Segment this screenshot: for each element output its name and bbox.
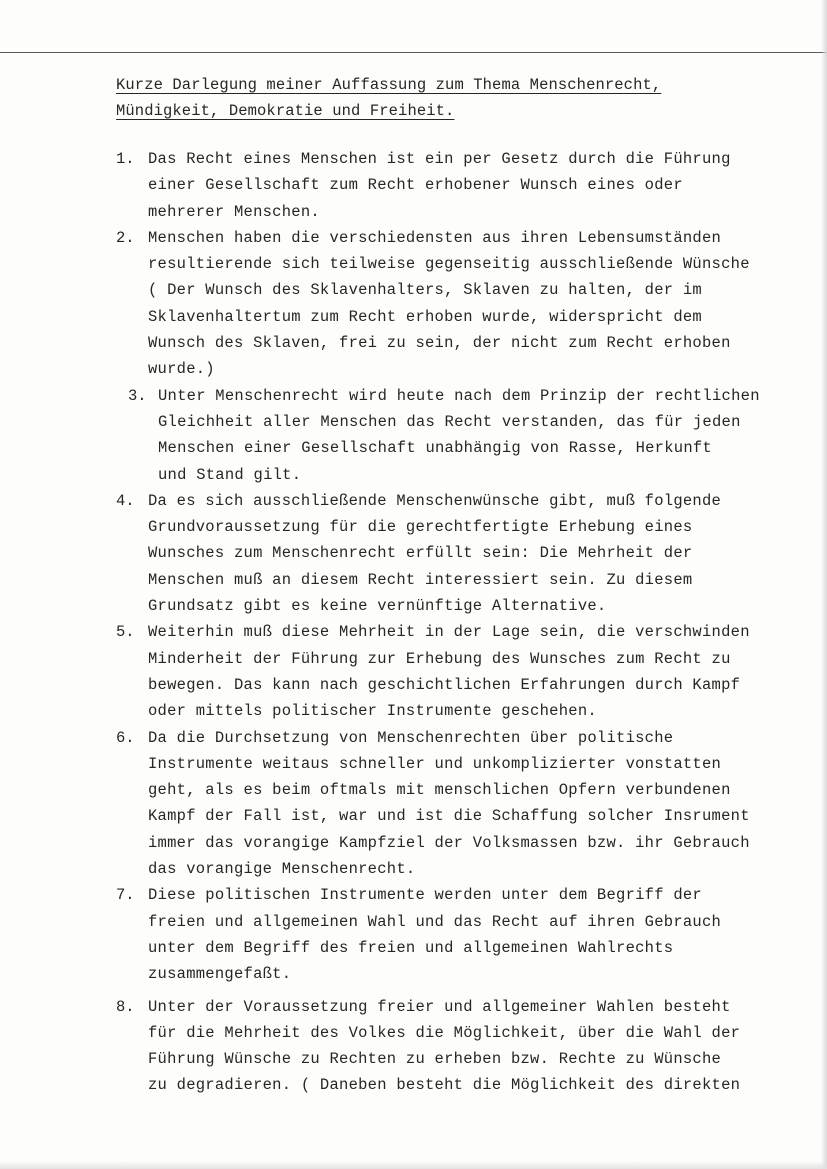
item-line: Kampf der Fall ist, war und ist die Schaffung solcher Insrument <box>148 807 750 826</box>
item-line: Unter Menschenrecht wird heute nach dem Prinzip der rechtlichen <box>158 386 760 405</box>
item-line: oder mittels politischer Instrumente geschehen. <box>148 702 597 721</box>
item-line: bewegen. Das kann nach geschichtlichen Erfahrungen durch Kampf <box>148 675 741 694</box>
item-number: 2. <box>116 228 135 247</box>
scan-edge-shadow <box>821 0 827 1169</box>
numbered-list <box>116 146 806 1099</box>
list-item <box>116 146 806 225</box>
item-line: Menschen muß an diesem Recht interessiert sein. Zu diesem <box>148 570 693 589</box>
item-line: für die Mehrheit des Volkes die Möglichkeit, über die Wahl der <box>148 1023 741 1042</box>
item-line: wurde.) <box>148 360 215 379</box>
item-line: das vorangige Menschenrecht. <box>148 860 416 879</box>
title-line: Mündigkeit, Demokratie und Freiheit. <box>116 102 455 120</box>
item-line: einer Gesellschaft zum Recht erhobener Wunsch eines oder <box>148 176 683 195</box>
item-line: Das Recht eines Menschen ist ein per Gesetz durch die Führung <box>148 150 731 168</box>
list-item <box>116 882 806 987</box>
item-number: 3. <box>128 386 147 405</box>
item-line: resultierende sich teilweise gegenseitig ausschließende Wünsche <box>148 255 750 274</box>
scan-edge-line <box>0 52 827 53</box>
item-line: Instrumente weitaus schneller und unkomplizierter vonstatten <box>148 754 722 773</box>
item-line: Grundvoraussetzung für die gerechtfertigte Erhebung eines <box>148 518 693 537</box>
item-line: Wunsches zum Menschenrecht erfüllt sein: Die Mehrheit der <box>148 544 693 563</box>
item-number: 5. <box>116 623 135 642</box>
item-line: Unter der Voraussetzung freier und allgemeiner Wahlen besteht <box>148 997 731 1016</box>
item-line: Weiterhin muß diese Mehrheit in der Lage sein, die verschwinden <box>148 623 750 642</box>
item-line: Da die Durchsetzung von Menschenrechten über politische <box>148 728 674 747</box>
item-line: unter dem Begriff des freien und allgemeinen Wahlrechts <box>148 938 674 957</box>
item-line: Sklavenhaltertum zum Recht erhoben wurde, widerspricht dem <box>148 307 702 326</box>
item-line: Führung Wünsche zu Rechten zu erheben bzw. Rechte zu Wünsche <box>148 1050 722 1069</box>
document-title <box>116 72 756 124</box>
item-number: 4. <box>116 491 135 510</box>
item-number: 7. <box>116 886 135 905</box>
item-line: zusammengefaßt. <box>148 965 292 984</box>
list-item <box>116 994 806 1099</box>
item-line: Menschen einer Gesellschaft unabhängig von Rasse, Herkunft <box>158 439 712 458</box>
item-line: Diese politischen Instrumente werden unter dem Begriff der <box>148 886 702 905</box>
item-line: zu degradieren. ( Daneben besteht die Möglichkeit des direkten <box>148 1076 741 1095</box>
item-number: 1. <box>116 150 135 168</box>
item-line: mehrerer Menschen. <box>148 202 320 221</box>
list-item <box>116 725 806 883</box>
item-line: Wunsch des Sklaven, frei zu sein, der nicht zum Recht erhoben <box>148 334 731 353</box>
item-line: Da es sich ausschließende Menschenwünsche gibt, muß folgende <box>148 491 722 510</box>
item-line: immer das vorangige Kampfziel der Volksmassen bzw. ihr Gebrauch <box>148 833 750 852</box>
list-item <box>116 383 806 488</box>
item-line: geht, als es beim oftmals mit menschlichen Opfern verbundenen <box>148 781 731 800</box>
item-line: Grundsatz gibt es keine vernünftige Alternative. <box>148 597 607 616</box>
item-number: 8. <box>116 997 135 1016</box>
item-number: 6. <box>116 728 135 747</box>
item-line: freien und allgemeinen Wahl und das Recht auf ihren Gebrauch <box>148 912 722 931</box>
title-line: Kurze Darlegung meiner Auffassung zum Thema Menschenrecht, <box>116 76 662 94</box>
item-line: ( Der Wunsch des Sklavenhalters, Sklaven zu halten, der im <box>148 281 702 300</box>
item-line: Gleichheit aller Menschen das Recht verstanden, das für jeden <box>158 412 741 431</box>
scan-bottom-shadow <box>0 1161 827 1169</box>
item-line: Minderheit der Führung zur Erhebung des Wunsches zum Recht zu <box>148 649 731 668</box>
list-item <box>116 225 806 383</box>
item-line: und Stand gilt. <box>158 465 302 484</box>
list-item <box>116 488 806 619</box>
item-line: Menschen haben die verschiedensten aus ihren Lebensumständen <box>148 228 722 247</box>
list-item <box>116 619 806 724</box>
